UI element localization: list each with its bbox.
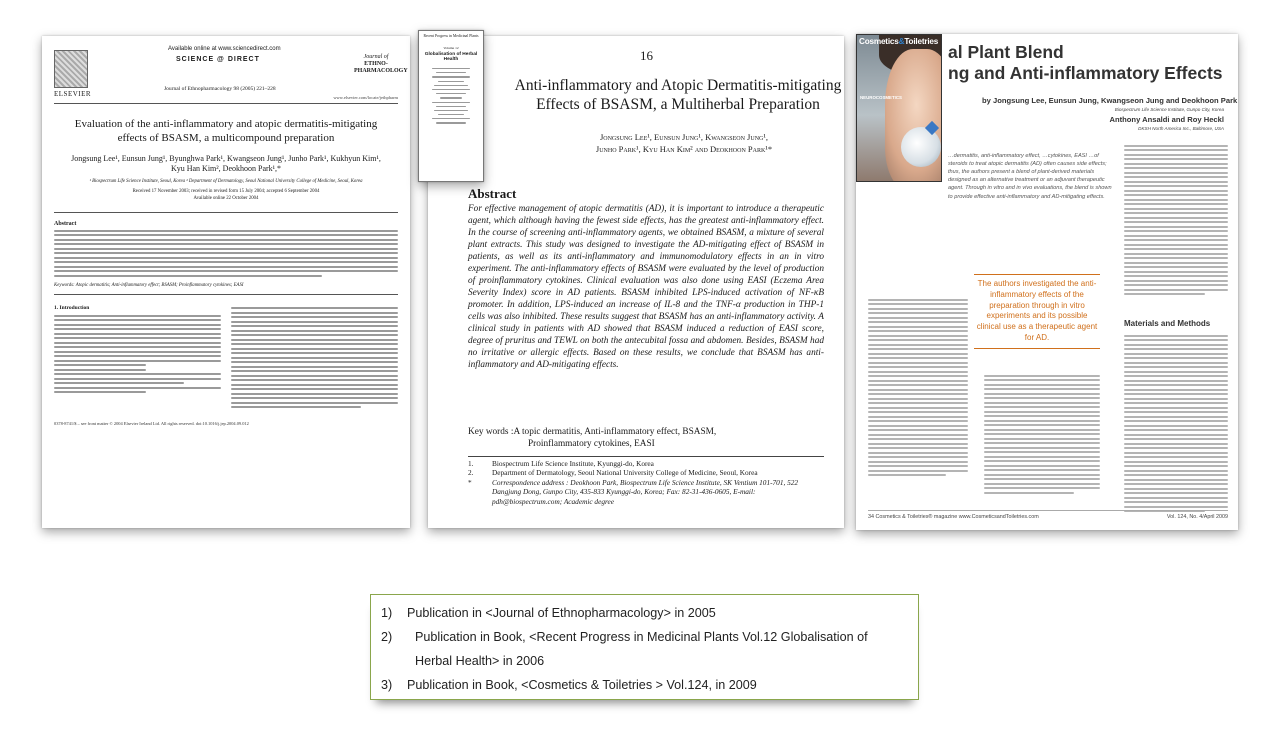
article-keywords: Keywords: Atopic dermatitis; Anti-inflammatory effect; BSASM; Proinflammatory cytokines; EASI <box>54 283 398 295</box>
publication-list-box <box>370 594 919 700</box>
footnote-marker: * <box>468 477 472 487</box>
publication-text: Publication in Book, <Recent Progress in Medicinal Plants Vol.12 Globalisation of Herbal Health> in 2006 <box>415 630 868 668</box>
cover-tagline: NEUROCOSMETICS <box>860 95 902 100</box>
left-column <box>54 305 221 411</box>
cover-photo-hand <box>901 127 941 167</box>
footnote-marker: 1. <box>468 459 474 468</box>
cover-contents <box>422 68 480 124</box>
publication-item <box>381 625 908 673</box>
publication-number: 1) <box>381 606 393 620</box>
magazine-footer: 34 Cosmetics & Toiletries® magazine www.CosmeticsandToiletries.com Vol. 124, No. 4/April 2009 <box>868 510 1228 520</box>
cover-series: Recent Progress in Medicinal Plants <box>423 34 479 38</box>
abstract-heading: Abstract <box>54 221 77 228</box>
magazine-cover-thumbnail <box>856 34 942 182</box>
footnotes <box>468 459 824 506</box>
chapter-title: Anti-inflammatory and Atopic Dermatitis-mitigating Effects of BSASM, a Multiherbal Preparation <box>514 77 842 114</box>
body-column-2 <box>984 372 1100 496</box>
section-heading: 1. Introduction <box>54 304 90 311</box>
publication-text: Publication in Book, <Cosmetics & Toiletries > Vol.124, in 2009 <box>407 678 757 692</box>
journal-reference: Journal of Ethnopharmacology 98 (2005) 221–228 <box>164 86 276 92</box>
magazine-article-page <box>856 34 1238 530</box>
footnote <box>468 478 824 506</box>
footnote-text: Correspondence address : Deokhoon Park, Biospectrum Life Science Institute, SK Ventium 101-701, 522 Dangjung Dong, Gunpo City, 435-833 Kyunggi-do, Korea; Fax: 82-31-436-0605, E-mail: pdh@biospectrum.com; Academic degree <box>492 477 799 506</box>
chapter-authors: Jongsung Lee¹, Eunsun Jung¹, Kwangseon Jung¹, Junho Park¹, Kyu Han Kim² and Deokhoon Park¹* <box>595 132 773 154</box>
publication-number: 2) <box>381 630 393 644</box>
cover-volume: Volume 12 <box>443 46 459 50</box>
body-columns <box>54 305 398 411</box>
sciencedirect-logo: SCIENCE @ DIRECT <box>176 56 260 63</box>
cover-title: Globalisation of Herbal Health <box>424 52 478 62</box>
elsevier-tree-logo <box>54 50 88 88</box>
journal-url: www.elsevier.com/locate/jethpharm <box>333 95 398 100</box>
body-column-4 <box>1124 332 1228 515</box>
footnote-text: Biospectrum Life Science Institute, Kyunggi-do, Korea <box>492 459 654 468</box>
affiliation-2: DKSH North America Inc., Baltimore, USA <box>1138 126 1224 131</box>
publication-text: Publication in <Journal of Ethnopharmacology> in 2005 <box>407 606 716 620</box>
magazine-title: Cosmetics&Toiletries <box>859 37 939 46</box>
abstract-body <box>54 230 398 277</box>
page-number: 16 <box>640 48 653 63</box>
available-online-text: Available online at www.sciencedirect.com <box>168 46 281 52</box>
footnote <box>468 468 824 477</box>
book-chapter-page <box>428 36 844 528</box>
journal-logo: Journal of ETHNO- PHARMACOLOGY <box>354 54 408 74</box>
body-column-3 <box>1124 142 1228 298</box>
abstract-heading: Abstract <box>468 186 517 201</box>
book-cover-thumbnail <box>418 30 484 182</box>
co-authors: Anthony Ansaldi and Roy Heckl <box>1109 115 1224 124</box>
journal-header <box>54 44 408 104</box>
publication-number: 3) <box>381 678 393 692</box>
article-affiliations: ¹ Biospectrum Life Science Institute, Seoul, Korea ² Department of Dermatology, Seoul National University College of Medicine, Seoul, Korea <box>89 179 363 185</box>
affiliation-1: Biospectrum Life Science Institute, Gunpo City, Korea <box>1114 107 1224 112</box>
section-heading: Materials and Methods <box>1124 319 1211 328</box>
publisher-name: ELSEVIER <box>54 90 92 98</box>
received-dates: Received 17 November 2003; received in revised form 15 July 2004; accepted 6 September 2004 Available online 22 October 2004 <box>54 189 398 213</box>
footnote <box>468 459 824 468</box>
copyright-footer: 0378-8741/$ – see front matter © 2004 Elsevier Ireland Ltd. All rights reserved. doi:10.1016/j.jep.2004.09.012 <box>54 420 249 426</box>
lead-paragraph: …dermatitis, anti-inflammatory effect, …cytokines, EASI …of steroids to treat atopic dermatitis (AD) often causes side effects; thus, the authors present a blend of plant-derived materials designed as an alternative treatment or an adjuvant therapeutic agent. Through in vitro and in vivo evaluations, the blend is shown to provide effective anti-inflammatory and AD-mitigating effects. <box>948 153 1112 200</box>
abstract-text: For effective management of atopic dermatitis (AD), it is important to introduce a therapeutic agent, which although having the fewest side effects, has the greatest anti-inflammatory effect. In the course of screening anti-inflammatory agents, we obtained BSASM, a mixture of several plant extracts. This study was designed to investigate the AD-mitigating effect of BSASM in patients, as well as its anti-inflammatory and immunomodulatory effects in an in vitro experiment. The anti-inflammatory effects of BSASM were evaluated by the level of production of proinflammatory cytokines. Clinical evaluation was also done using EASI (Eczema Area Severity Index) score in AD patients. BSASM inhibited LPS-induced activation of NF-κB promoter. In addition, LPS-induced an increase of IL-8 and the TNF-α production in THP-1 cells was also inhibited. These results suggest that BSASM has an anti-inflammatory activity. A clinical study in patients with AD showed that BSASM induced a reduction of EASI score, degree of pruritus and TEWL on both the antecubital fossa and abdomen. Besides, BSASM had no irritative or allergic effects. Based on these results, we conclude that BSASM has anti-inflammatory and AD-mitigating effects. <box>468 204 824 370</box>
article-title: Evaluation of the anti-inflammatory and atopic dermatitis-mitigating effects of BSASM, a multicompound preparation <box>74 118 378 145</box>
keywords: Key words :A topic dermatitis, Anti-inflammatory effect, BSASM, Proinflammatory cytokines, EASI <box>468 427 717 450</box>
footnote-text: Department of Dermatology, Seoul National University College of Medicine, Seoul, Korea <box>492 468 758 478</box>
pull-quote: The authors investigated the anti-inflammatory effects of the preparation through in vitro experiments and its possible clinical use as a therapeutic agent for AD. <box>974 274 1100 349</box>
article-authors: Jongsung Lee¹, Eunsun Jung¹, Byunghwa Park¹, Kwangseon Jung¹, Junho Park¹, Kukhyun Kim¹, Kyu Han Kim², Deokhoon Park¹,* <box>71 153 381 174</box>
magazine-article-title: al Plant Blend ng and Anti-inflammatory Effects <box>948 42 1223 83</box>
publication-item <box>381 601 908 625</box>
byline: by Jongsung Lee, Eunsun Jung, Kwangseon Jung and Deokhoon Park <box>982 96 1238 105</box>
body-column-1 <box>868 296 968 479</box>
divider <box>468 456 824 457</box>
journal-article-page <box>42 36 410 528</box>
publication-item <box>381 673 908 697</box>
right-column <box>231 305 398 411</box>
footnote-marker: 2. <box>468 468 474 478</box>
